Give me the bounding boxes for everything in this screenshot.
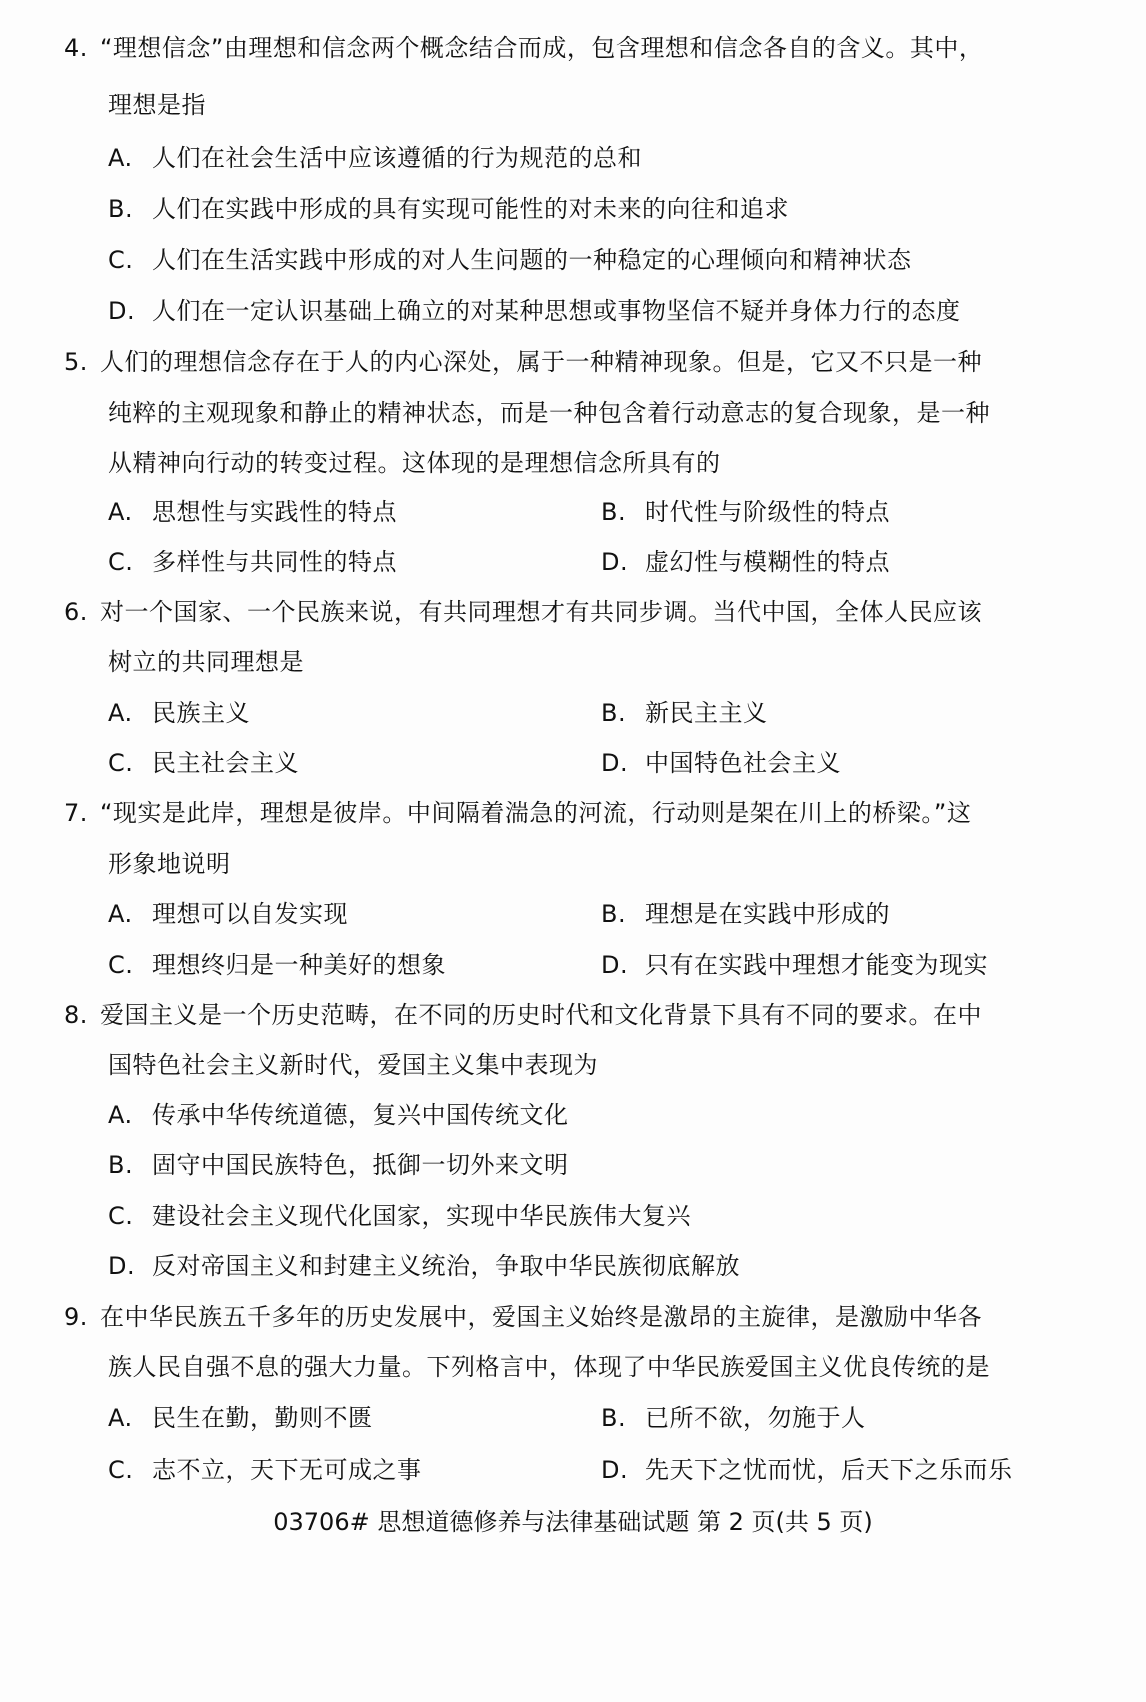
option-text: 时代性与阶级性的特点 — [645, 498, 890, 526]
option-d — [601, 950, 988, 980]
question-number: 8. — [64, 1001, 88, 1029]
option-letter: A. — [108, 144, 133, 172]
option-letter: A. — [108, 1101, 133, 1129]
option-a — [108, 1403, 373, 1433]
option-a — [108, 497, 397, 527]
option-letter: B. — [601, 1404, 627, 1432]
option-letter: A. — [108, 900, 133, 928]
option-letter: D. — [601, 548, 629, 576]
option-text: 理想是在实践中形成的 — [645, 900, 890, 928]
stem-text: 爱国主义是一个历史范畴，在不同的历史时代和文化背景下具有不同的要求。在中 — [100, 1001, 982, 1029]
question-stem-line — [64, 1302, 982, 1332]
option-c — [108, 547, 397, 577]
page-footer: 03706# 思想道德修养与法律基础试题 第 2 页(共 5 页) — [273, 1508, 873, 1536]
option-c — [108, 950, 446, 980]
option-text: 只有在实践中理想才能变为现实 — [645, 951, 988, 979]
option-letter: D. — [108, 1252, 136, 1280]
question-number: 6. — [64, 598, 88, 626]
option-letter: B. — [601, 900, 627, 928]
option-letter: C. — [108, 749, 134, 777]
question-stem-line: 从精神向行动的转变过程。这体现的是理想信念所具有的 — [108, 449, 721, 477]
option-letter: A. — [108, 498, 133, 526]
option-d — [601, 748, 841, 778]
stem-text: 对一个国家、一个民族来说，有共同理想才有共同步调。当代中国，全体人民应该 — [100, 598, 982, 626]
option-text: 先天下之忧而忧，后天下之乐而乐 — [645, 1456, 1013, 1484]
option-text: 新民主主义 — [645, 699, 768, 727]
option-text: 多样性与共同性的特点 — [152, 548, 397, 576]
option-c — [108, 748, 299, 778]
option-d — [601, 547, 890, 577]
option-c — [108, 1201, 691, 1231]
question-stem-line: 族人民自强不息的强大力量。下列格言中，体现了中华民族爱国主义优良传统的是 — [108, 1353, 990, 1381]
question-number: 9. — [64, 1303, 88, 1331]
option-text: 理想可以自发实现 — [152, 900, 348, 928]
option-text: 中国特色社会主义 — [645, 749, 841, 777]
option-text: 思想性与实践性的特点 — [152, 498, 397, 526]
option-text: 民主社会主义 — [152, 749, 299, 777]
option-text: 已所不欲，勿施于人 — [645, 1404, 866, 1432]
option-d — [601, 1455, 1013, 1485]
option-letter: D. — [601, 1456, 629, 1484]
option-b — [108, 1150, 569, 1180]
option-a — [108, 1100, 569, 1130]
option-d — [108, 1251, 740, 1281]
option-letter: D. — [601, 749, 629, 777]
option-text: 志不立，天下无可成之事 — [152, 1456, 422, 1484]
option-letter: B. — [601, 498, 627, 526]
option-text: 民族主义 — [152, 699, 250, 727]
option-a — [108, 899, 348, 929]
option-text: 民生在勤，勤则不匮 — [152, 1404, 373, 1432]
option-letter: C. — [108, 1202, 134, 1230]
option-letter: B. — [108, 195, 134, 223]
stem-text: 人们的理想信念存在于人的内心深处，属于一种精神现象。但是，它又不只是一种 — [100, 348, 982, 376]
option-letter: B. — [108, 1151, 134, 1179]
option-letter: A. — [108, 1404, 133, 1432]
question-stem-line — [64, 347, 982, 377]
option-b — [601, 1403, 866, 1433]
question-stem-line: 国特色社会主义新时代，爱国主义集中表现为 — [108, 1051, 598, 1079]
option-text: 人们在社会生活中应该遵循的行为规范的总和 — [152, 144, 642, 172]
option-a — [108, 143, 642, 173]
option-text: 人们在一定认识基础上确立的对某种思想或事物坚信不疑并身体力行的态度 — [152, 297, 961, 325]
option-text: 人们在实践中形成的具有实现可能性的对未来的向往和追求 — [152, 195, 789, 223]
question-stem-line — [64, 1000, 982, 1030]
option-b — [108, 194, 789, 224]
option-letter: C. — [108, 951, 134, 979]
question-stem-line: 纯粹的主观现象和静止的精神状态，而是一种包含着行动意志的复合现象，是一种 — [108, 399, 990, 427]
question-number: 5. — [64, 348, 88, 376]
question-number: 4. — [64, 34, 88, 62]
option-a — [108, 698, 250, 728]
option-text: 虚幻性与模糊性的特点 — [645, 548, 890, 576]
option-b — [601, 698, 768, 728]
option-text: 人们在生活实践中形成的对人生问题的一种稳定的心理倾向和精神状态 — [152, 246, 912, 274]
option-d — [108, 296, 961, 326]
option-text: 传承中华传统道德，复兴中国传统文化 — [152, 1101, 569, 1129]
question-number: 7. — [64, 799, 88, 827]
question-stem-line — [64, 597, 982, 627]
stem-text: “现实是此岸，理想是彼岸。中间隔着湍急的河流，行动则是架在川上的桥梁。”这 — [100, 799, 972, 827]
option-letter: D. — [601, 951, 629, 979]
stem-text: “理想信念”由理想和信念两个概念结合而成，包含理想和信念各自的含义。其中， — [100, 34, 984, 62]
question-stem-line — [64, 33, 983, 63]
option-c — [108, 245, 912, 275]
option-b — [601, 497, 890, 527]
question-stem-line: 理想是指 — [108, 91, 206, 119]
option-b — [601, 899, 890, 929]
option-text: 反对帝国主义和封建主义统治，争取中华民族彻底解放 — [152, 1252, 740, 1280]
option-letter: C. — [108, 548, 134, 576]
option-letter: B. — [601, 699, 627, 727]
option-text: 理想终归是一种美好的想象 — [152, 951, 446, 979]
question-stem-line: 树立的共同理想是 — [108, 648, 304, 676]
option-text: 建设社会主义现代化国家，实现中华民族伟大复兴 — [152, 1202, 691, 1230]
option-text: 固守中国民族特色，抵御一切外来文明 — [152, 1151, 569, 1179]
option-letter: A. — [108, 699, 133, 727]
option-c — [108, 1455, 422, 1485]
stem-text: 在中华民族五千多年的历史发展中，爱国主义始终是激昂的主旋律，是激励中华各 — [100, 1303, 982, 1331]
option-letter: C. — [108, 1456, 134, 1484]
option-letter: D. — [108, 297, 136, 325]
question-stem-line — [64, 798, 971, 828]
question-stem-line: 形象地说明 — [108, 850, 231, 878]
option-letter: C. — [108, 246, 134, 274]
